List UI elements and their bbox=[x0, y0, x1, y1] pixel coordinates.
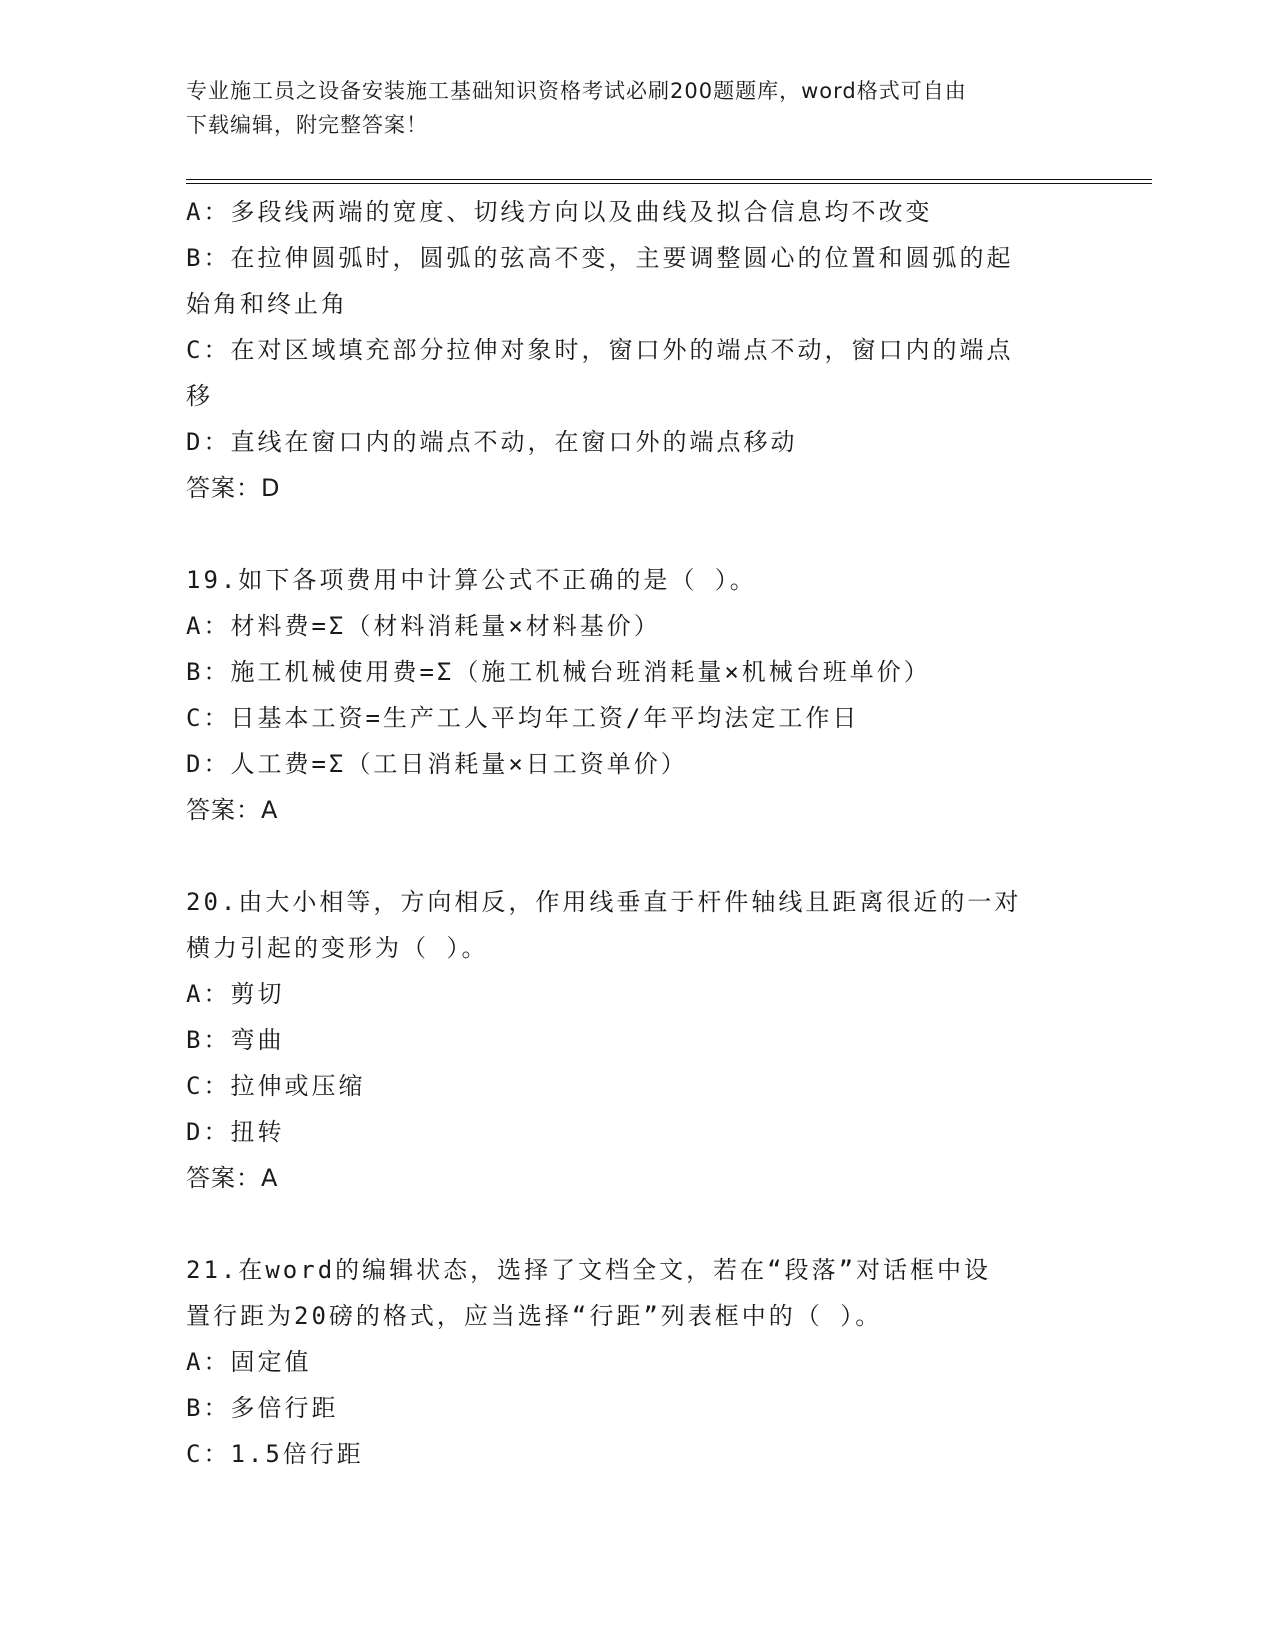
spacer bbox=[186, 833, 1086, 879]
question-stem: 19.如下各项费用中计算公式不正确的是（ ）。 bbox=[186, 566, 757, 594]
spacer bbox=[186, 511, 1086, 557]
option-c: C：在对区域填充部分拉伸对象时，窗口外的端点不动，窗口内的端点 bbox=[186, 336, 1014, 364]
question-stem-continued: 置行距为20磅的格式，应当选择“行距”列表框中的（ ）。 bbox=[186, 1302, 883, 1330]
option-d: D：直线在窗口内的端点不动，在窗口外的端点移动 bbox=[186, 428, 798, 456]
option-c: C：拉伸或压缩 bbox=[186, 1072, 366, 1100]
question-stem-continued: 横力引起的变形为（ ）。 bbox=[186, 934, 489, 962]
header-divider-bottom bbox=[186, 183, 1152, 184]
option-b: B：在拉伸圆弧时，圆弧的弦高不变，主要调整圆心的位置和圆弧的起 bbox=[186, 244, 1014, 272]
option-c-continued: 移 bbox=[186, 382, 213, 410]
question-20 bbox=[186, 879, 1086, 1201]
option-b: B：弯曲 bbox=[186, 1026, 285, 1054]
option-d: D：人工费=Σ（工日消耗量×日工资单价） bbox=[186, 750, 688, 778]
option-c: C：1.5倍行距 bbox=[186, 1440, 364, 1468]
option-d: D：扭转 bbox=[186, 1118, 285, 1146]
option-b: B：施工机械使用费=Σ（施工机械台班消耗量×机械台班单价） bbox=[186, 658, 931, 686]
question-stem: 21.在word的编辑状态，选择了文档全文，若在“段落”对话框中设 bbox=[186, 1256, 992, 1284]
answer-label: 答案：A bbox=[186, 796, 279, 824]
previous-question-options bbox=[186, 189, 1086, 511]
document-header bbox=[186, 74, 1066, 142]
question-content bbox=[186, 189, 1086, 1477]
option-c: C：日基本工资=生产工人平均年工资/年平均法定工作日 bbox=[186, 704, 860, 732]
header-line-2: 下载编辑，附完整答案！ bbox=[186, 113, 428, 137]
question-stem: 20.由大小相等，方向相反，作用线垂直于杆件轴线且距离很近的一对 bbox=[186, 888, 1022, 916]
question-19 bbox=[186, 557, 1086, 833]
option-a: A：多段线两端的宽度、切线方向以及曲线及拟合信息均不改变 bbox=[186, 198, 933, 226]
header-line-1: 专业施工员之设备安装施工基础知识资格考试必刷200题题库，word格式可自由 bbox=[186, 79, 967, 103]
option-b: B：多倍行距 bbox=[186, 1394, 339, 1422]
answer-label: 答案：A bbox=[186, 1164, 279, 1192]
option-a: A：材料费=Σ（材料消耗量×材料基价） bbox=[186, 612, 661, 640]
option-a: A：固定值 bbox=[186, 1348, 312, 1376]
question-21 bbox=[186, 1247, 1086, 1477]
option-a: A：剪切 bbox=[186, 980, 285, 1008]
answer-label: 答案：D bbox=[186, 474, 281, 502]
spacer bbox=[186, 1201, 1086, 1247]
header-divider-top bbox=[186, 179, 1152, 180]
option-b-continued: 始角和终止角 bbox=[186, 290, 348, 318]
